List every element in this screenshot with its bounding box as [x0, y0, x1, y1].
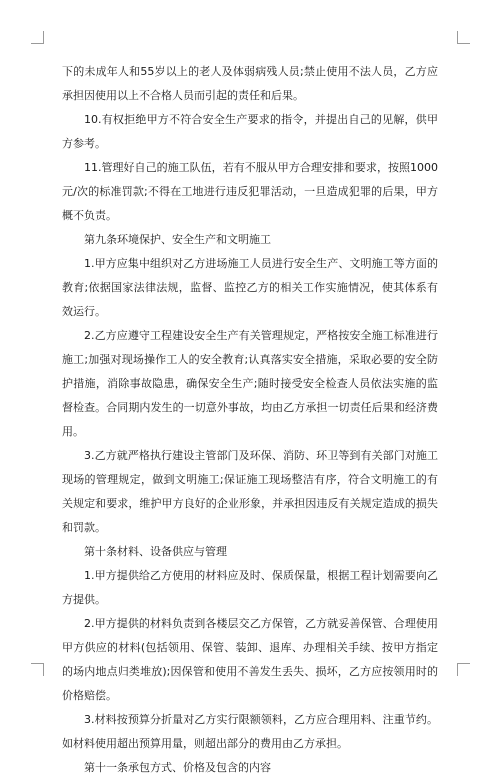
crop-mark-top-right: [457, 31, 470, 44]
paragraph-article-9-item-2: 2.乙方应遵守工程建设安全生产有关管理规定，严格按安全施工标准进行施工;加强对现场操作工人的安全教育;认真落实安全措施，采取必要的安全防护措施，消除事故隐患，确保安全生产;随时接受安全检查人员依法实施的监督检查。合同期内发生的一切意外事故，均由乙方承担一切责任后果和经济费用。: [62, 329, 438, 438]
paragraph-article-10-item-3: 3.材料按预算分折量对乙方实行限额领料，乙方应合理用料、注重节约。如材料使用超出预算用量，则超出部分的费用由乙方承担。: [62, 713, 438, 750]
paragraph-continuation: 下的未成年人和55岁以上的老人及体弱病残人员;禁止使用不法人员，乙方应承担因使用以上不合格人员而引起的责任和后果。: [62, 65, 438, 102]
crop-mark-bottom-left: [31, 663, 44, 676]
crop-mark-bottom-right: [457, 663, 470, 676]
paragraph-clause-11: 11.管理好自己的施工队伍，若有不服从甲方合理安排和要求，按照1000元/次的标准罚款;不得在工地进行违反犯罪活动，一旦造成犯罪的后果，甲方概不负责。: [62, 161, 438, 222]
crop-mark-top-left: [31, 31, 44, 44]
section-heading-article-10: 第十条材料、设备供应与管理: [84, 545, 227, 558]
section-heading-article-11: 第十一条承包方式、价格及包含的内容: [84, 761, 271, 774]
section-heading-article-9: 第九条环境保护、安全生产和文明施工: [84, 233, 271, 246]
paragraph-article-10-item-1: 1.甲方提供给乙方使用的材料应及时、保质保量，根据工程计划需要向乙方提供。: [62, 569, 438, 606]
paragraph-article-9-item-3: 3.乙方就严格执行建设主管部门及环保、消防、环卫等到有关部门对施工现场的管理规定，做到文明施工;保证施工现场整洁有序，符合文明施工的有关规定和要求，维护甲方良好的企业形象，并承担因违反有关规定造成的损失和罚款。: [62, 449, 438, 534]
paragraph-clause-10: 10.有权拒绝甲方不符合安全生产要求的指令，并提出自己的见解，供甲方参考。: [62, 113, 438, 150]
paragraph-article-9-item-1: 1.甲方应集中组织对乙方进场施工人员进行安全生产、文明施工等方面的教育;依据国家法律法规，监督、监控乙方的相关工作实施情况，使其体系有效运行。: [62, 257, 438, 318]
paragraph-article-10-item-2: 2.甲方提供的材料负责到各楼层交乙方保管，乙方就妥善保管、合理使用甲方供应的材料(包括领用、保管、装卸、退库、办理相关手续、按甲方指定的场内地点归类堆放);因保管和使用不善发生丢失、损坏，乙方应按领用时的价格赔偿。: [62, 617, 438, 702]
document-body: [62, 60, 438, 780]
